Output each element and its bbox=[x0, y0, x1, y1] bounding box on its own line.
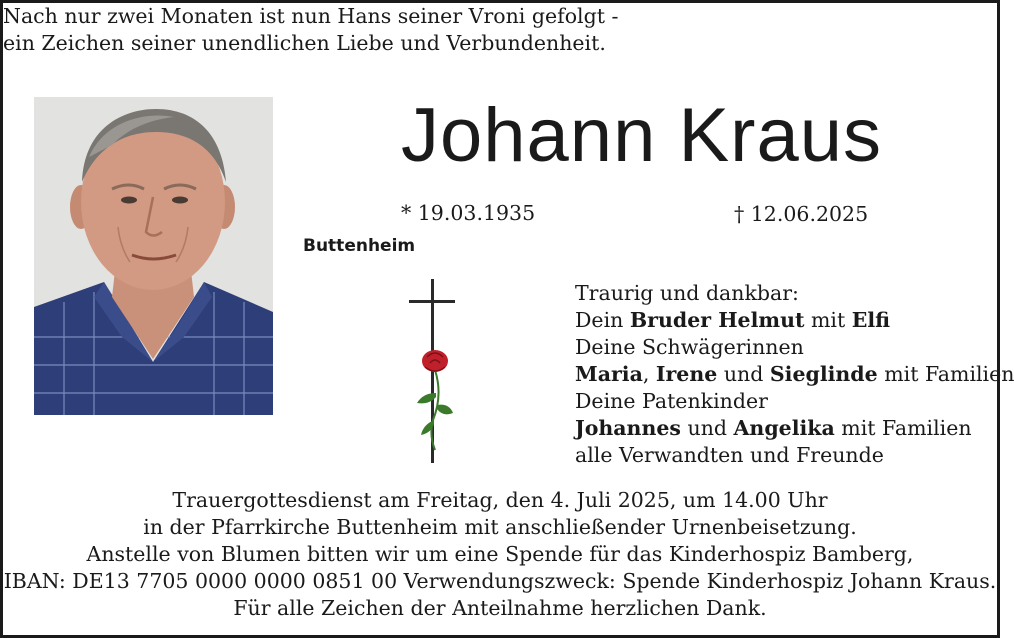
service-line-1: Trauergottesdienst am Freitag, den 4. Juli 2025, um 14.00 Uhr bbox=[172, 488, 828, 512]
mourners-intro: Traurig und dankbar: bbox=[575, 281, 799, 305]
quote-line-1: Nach nur zwei Monaten ist nun Hans seiner Vroni gefolgt - bbox=[3, 4, 619, 28]
mourner-name: Maria bbox=[575, 362, 643, 386]
hometown: Buttenheim bbox=[303, 236, 416, 256]
cross-with-rose-icon bbox=[403, 275, 463, 467]
service-details bbox=[3, 487, 997, 622]
quote-line-2: ein Zeichen seiner unendlichen Liebe und Verbundenheit. bbox=[3, 31, 606, 55]
service-line-3: Anstelle von Blumen bitten wir um eine Spende für das Kinderhospiz Bamberg, bbox=[86, 542, 914, 566]
mourner-text: und bbox=[717, 362, 770, 386]
mourners-list bbox=[575, 280, 1014, 469]
mourner-name: Angelika bbox=[733, 416, 835, 440]
mourner-name: Johannes bbox=[575, 416, 681, 440]
mourner-line-names bbox=[575, 361, 1014, 388]
service-line-4: IBAN: DE13 7705 0000 0000 0851 00 Verwendungszweck: Spende Kinderhospiz Johann Kraus. bbox=[3, 569, 997, 593]
deceased-name: Johann Kraus bbox=[401, 93, 882, 178]
mourner-text: Dein bbox=[575, 308, 630, 332]
mourner-text: , bbox=[642, 362, 656, 386]
portrait-photo bbox=[34, 97, 273, 415]
service-line-2: in der Pfarrkirche Buttenheim mit anschließender Urnenbeisetzung. bbox=[143, 515, 857, 539]
mourner-name: Irene bbox=[655, 362, 718, 386]
mourner-text: mit Familien bbox=[877, 362, 1014, 386]
service-line-5: Für alle Zeichen der Anteilnahme herzlichen Dank. bbox=[233, 596, 767, 620]
mourner-name: Bruder Helmut bbox=[629, 308, 805, 332]
mourner-line-godchildren: Deine Patenkinder bbox=[575, 389, 768, 413]
mourner-name: Elfi bbox=[851, 308, 891, 332]
mourner-line-godchildren-names bbox=[575, 415, 1014, 442]
mourner-text: und bbox=[680, 416, 734, 440]
death-date: † 12.06.2025 bbox=[734, 202, 869, 226]
mourner-line-brother bbox=[575, 307, 1014, 334]
mourner-name: Sieglinde bbox=[769, 362, 878, 386]
mourner-text: mit Familien bbox=[834, 416, 972, 440]
mourner-text: mit bbox=[804, 308, 852, 332]
mourner-line-relatives: alle Verwandten und Freunde bbox=[575, 443, 884, 467]
mourner-line-sisters-in-law: Deine Schwägerinnen bbox=[575, 335, 804, 359]
birth-date: * 19.03.1935 bbox=[401, 201, 536, 225]
memorial-quote bbox=[3, 3, 619, 57]
